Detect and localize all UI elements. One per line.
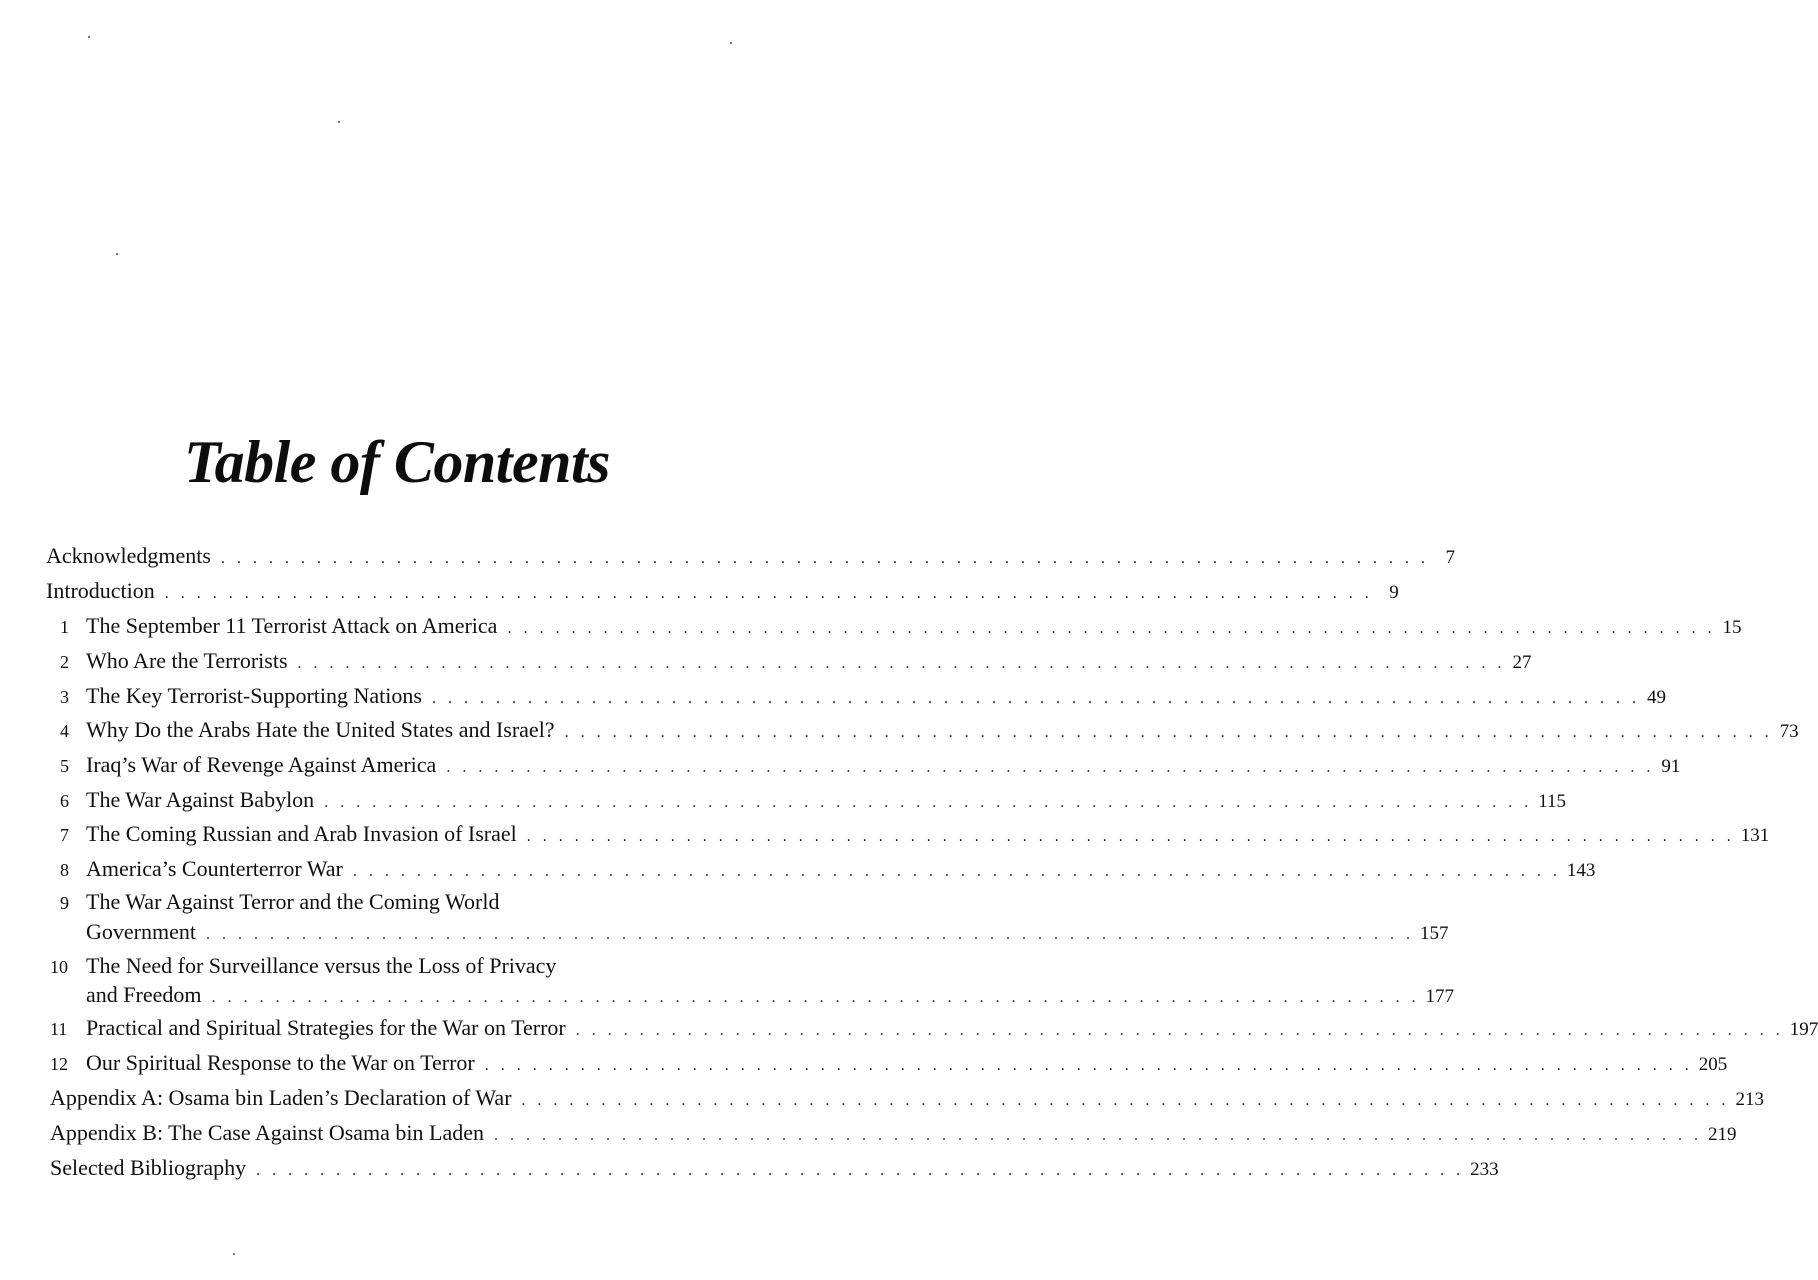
toc-page-number: 213 xyxy=(1735,1089,1765,1110)
toc-entry-label: America’s Counterterror War xyxy=(86,856,343,881)
dot-leader: . . . . . . . . . . . . . . . . . . . . . . . . . . . . . . . . . . . . . . . . . . . . . . . . . . . . . . . . . . . . . . . . . . . . . . . . . . . . xyxy=(352,863,1561,880)
dot-leader: . . . . . . . . . . . . . . . . . . . . . . . . . . . . . . . . . . . . . . . . . . . . . . . . . . . . . . . . . . . . . . . . . . . . . . . . . . . . xyxy=(484,1057,1693,1074)
toc-entry-label: Introduction xyxy=(46,578,155,603)
chapter-number: 6 xyxy=(60,791,69,811)
paper-speck xyxy=(338,121,340,123)
toc-entry-label: Selected Bibliography xyxy=(50,1155,247,1180)
dot-leader: . . . . . . . . . . . . . . . . . . . . . . . . . . . . . . . . . . . . . . . . . . . . . . . . . . . . . . . . . . . . . . . . . . . . . . . . . . . . xyxy=(526,828,1735,845)
toc-page-number: 197 xyxy=(1789,1019,1818,1040)
toc-entry-label: Why Do the Arabs Hate the United States and Israel? xyxy=(86,717,555,742)
dot-leader: . . . . . . . . . . . . . . . . . . . . . . . . . . . . . . . . . . . . . . . . . . . . . . . . . . . . . . . . . . . . . . . . . . . . . . . . . . . . xyxy=(256,1162,1465,1179)
toc-page-number: 27 xyxy=(1512,652,1532,673)
dot-leader: . . . . . . . . . . . . . . . . . . . . . . . . . . . . . . . . . . . . . . . . . . . . . . . . . . . . . . . . . . . . . . . . . . . . . . . . . . . . xyxy=(521,1092,1730,1109)
toc-entry[interactable] xyxy=(50,1119,1737,1150)
dot-leader: . . . . . . . . . . . . . . . . . . . . . . . . . . . . . . . . . . . . . . . . . . . . . . . . . . . . . . . . . . . . . . . . . . . . . . . . . . . . xyxy=(507,620,1716,637)
toc-page-number: 143 xyxy=(1566,860,1596,881)
paper-speck xyxy=(730,42,732,44)
toc-entry-label: The War Against Babylon xyxy=(86,787,315,812)
dot-leader: . . . . . . . . . . . . . . . . . . . . . . . . . . . . . . . . . . . . . . . . . . . . . . . . . . . . . . . . . . . . . . . . . . . . . . . . . . . . xyxy=(164,585,1373,602)
paper-speck xyxy=(116,253,118,255)
toc-page-number: 49 xyxy=(1646,687,1666,708)
toc-page-number: 219 xyxy=(1708,1124,1737,1145)
dot-leader: . . . . . . . . . . . . . . . . . . . . . . . . . . . . . . . . . . . . . . . . . . . . . . . . . . . . . . . . . . . . . . . . . . . . . . . . . . . . xyxy=(431,690,1640,707)
toc-entry[interactable] xyxy=(60,682,1666,713)
toc-entry-first-line[interactable] xyxy=(50,952,556,981)
toc-entry[interactable] xyxy=(50,1084,1765,1115)
chapter-number: 5 xyxy=(60,756,69,776)
toc-page-number: 177 xyxy=(1425,986,1454,1007)
toc-entry[interactable] xyxy=(60,786,1566,817)
dot-leader: . . . . . . . . . . . . . . . . . . . . . . . . . . . . . . . . . . . . . . . . . . . . . . . . . . . . . . . . . . . . . . . . . . . . . . . . . . . . xyxy=(211,989,1420,1006)
dot-leader: . . . . . . . . . . . . . . . . . . . . . . . . . . . . . . . . . . . . . . . . . . . . . . . . . . . . . . . . . . . . . . . . . . . . . . . . . . . . xyxy=(324,794,1533,811)
chapter-number: 9 xyxy=(60,893,69,913)
toc-entry[interactable] xyxy=(60,647,1532,678)
toc-page-number: 205 xyxy=(1698,1054,1728,1075)
toc-entry-label-continued: and Freedom xyxy=(86,982,202,1007)
chapter-number: 12 xyxy=(50,1054,68,1074)
toc-entry[interactable] xyxy=(46,542,1455,573)
toc-entry-label: Practical and Spiritual Strategies for the War on Terror xyxy=(86,1015,566,1040)
toc-entry[interactable] xyxy=(60,612,1742,643)
toc-page-number: 131 xyxy=(1740,825,1770,846)
toc-entry-label: The Coming Russian and Arab Invasion of Israel xyxy=(86,821,517,846)
toc-entry[interactable] xyxy=(86,918,1449,949)
toc-entry-label: The September 11 Terrorist Attack on America xyxy=(86,613,498,638)
chapter-number: 3 xyxy=(60,687,69,707)
toc-entry[interactable] xyxy=(60,751,1681,782)
toc-entry-label-continued: Government xyxy=(86,919,196,944)
toc-entry[interactable] xyxy=(60,820,1770,851)
paper-speck xyxy=(88,36,90,38)
toc-page-number: 91 xyxy=(1661,756,1681,777)
toc-page-number: 15 xyxy=(1722,617,1742,638)
toc-entry-label: Our Spiritual Response to the War on Terror xyxy=(86,1050,475,1075)
dot-leader: . . . . . . . . . . . . . . . . . . . . . . . . . . . . . . . . . . . . . . . . . . . . . . . . . . . . . . . . . . . . . . . . . . . . . . . . . . . . xyxy=(494,1127,1703,1144)
toc-page-number: 157 xyxy=(1419,923,1449,944)
toc-page-number: 115 xyxy=(1538,791,1566,812)
dot-leader: . . . . . . . . . . . . . . . . . . . . . . . . . . . . . . . . . . . . . . . . . . . . . . . . . . . . . . . . . . . . . . . . . . . . . . . . . . . . xyxy=(446,759,1655,776)
toc-entry-label: Iraq’s War of Revenge Against America xyxy=(86,752,437,777)
paper-speck xyxy=(233,1253,235,1255)
toc-entry-label: Appendix A: Osama bin Laden’s Declaration of War xyxy=(50,1085,512,1110)
dot-leader: . . . . . . . . . . . . . . . . . . . . . . . . . . . . . . . . . . . . . . . . . . . . . . . . . . . . . . . . . . . . . . . . . . . . . . . . . . . . xyxy=(220,550,1429,567)
toc-entry-label: Acknowledgments xyxy=(46,543,211,568)
toc-page-number: 9 xyxy=(1389,582,1399,603)
chapter-number: 4 xyxy=(60,721,69,741)
toc-entry-label: The Need for Surveillance versus the Loss of Privacy xyxy=(86,953,557,978)
toc-entry[interactable] xyxy=(50,1014,1818,1045)
toc-page-number: 73 xyxy=(1779,721,1799,742)
toc-entry-label: Appendix B: The Case Against Osama bin Laden xyxy=(50,1120,485,1145)
toc-entry[interactable] xyxy=(50,1049,1728,1080)
toc-page-number: 7 xyxy=(1445,547,1455,568)
toc-entry[interactable] xyxy=(46,577,1399,608)
chapter-number: 10 xyxy=(50,957,68,977)
toc-entry-label: The War Against Terror and the Coming World xyxy=(86,889,500,914)
chapter-number: 11 xyxy=(50,1019,68,1039)
toc-entry-first-line[interactable] xyxy=(60,888,499,917)
dot-leader: . . . . . . . . . . . . . . . . . . . . . . . . . . . . . . . . . . . . . . . . . . . . . . . . . . . . . . . . . . . . . . . . . . . . . . . . . . . . xyxy=(564,724,1773,741)
chapter-number: 2 xyxy=(60,652,69,672)
dot-leader: . . . . . . . . . . . . . . . . . . . . . . . . . . . . . . . . . . . . . . . . . . . . . . . . . . . . . . . . . . . . . . . . . . . . . . . . . . . . xyxy=(575,1022,1784,1039)
toc-entry[interactable] xyxy=(60,716,1799,747)
toc-entry-label: The Key Terrorist-Supporting Nations xyxy=(86,683,422,708)
chapter-number: 7 xyxy=(60,825,69,845)
toc-entry[interactable] xyxy=(86,981,1454,1012)
toc-entry[interactable] xyxy=(60,855,1596,886)
chapter-number: 1 xyxy=(60,617,69,637)
dot-leader: . . . . . . . . . . . . . . . . . . . . . . . . . . . . . . . . . . . . . . . . . . . . . . . . . . . . . . . . . . . . . . . . . . . . . . . . . . . . xyxy=(297,655,1506,672)
toc-page-number: 233 xyxy=(1470,1159,1499,1180)
toc-entry-label: Who Are the Terrorists xyxy=(86,648,288,673)
toc-entry[interactable] xyxy=(50,1154,1499,1185)
chapter-number: 8 xyxy=(60,860,69,880)
page-title: Table of Contents xyxy=(183,429,610,495)
dot-leader: . . . . . . . . . . . . . . . . . . . . . . . . . . . . . . . . . . . . . . . . . . . . . . . . . . . . . . . . . . . . . . . . . . . . . . . . . . . . xyxy=(205,926,1414,943)
